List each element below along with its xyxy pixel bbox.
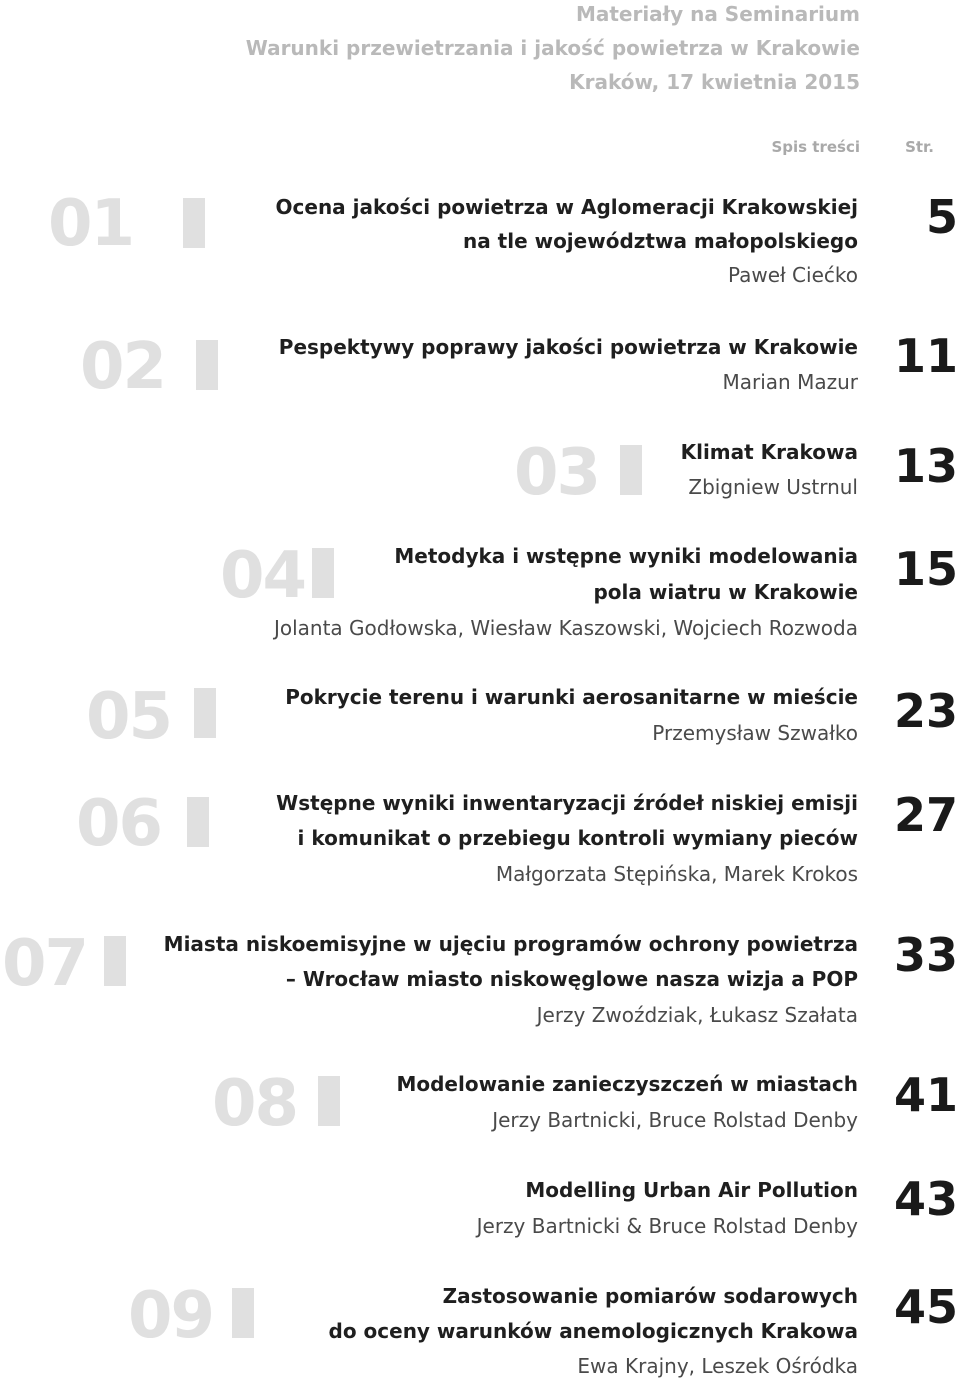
entry-title: do oceny warunków anemologicznych Krakowa	[328, 1319, 858, 1343]
entry-number: 08	[212, 1067, 298, 1141]
entry-authors: Jerzy Bartnicki, Bruce Rolstad Denby	[492, 1108, 858, 1132]
entry-page: 13	[893, 439, 958, 493]
entry-number: 02	[80, 330, 166, 404]
entry-authors: Zbigniew Ustrnul	[688, 475, 858, 499]
entry-bar	[232, 1288, 254, 1338]
entry-title: Miasta niskoemisyjne w ujęciu programów ochrony powietrza	[163, 932, 858, 956]
entry-page: 45	[893, 1280, 958, 1334]
entry-bar	[318, 1076, 340, 1126]
entry-bar	[194, 688, 216, 738]
entry-page: 23	[893, 684, 958, 738]
entry-bar	[187, 797, 209, 847]
entry-number: 04	[220, 539, 306, 613]
entry-bar	[620, 445, 642, 495]
entry-authors: Małgorzata Stępińska, Marek Krokos	[495, 862, 858, 886]
entry-authors: Jerzy Bartnicki & Bruce Rolstad Denby	[476, 1214, 858, 1238]
entry-number: 05	[86, 680, 172, 754]
entry-title: Modelowanie zanieczyszczeń w miastach	[396, 1072, 858, 1096]
toc-label: Spis treści	[771, 138, 860, 156]
entry-title: na tle województwa małopolskiego	[462, 229, 858, 253]
entry-title: Modelling Urban Air Pollution	[525, 1178, 858, 1202]
entry-bar	[196, 340, 218, 390]
entry-page: 33	[893, 928, 958, 982]
entry-page: 15	[893, 542, 958, 596]
entry-title: Klimat Krakowa	[680, 440, 858, 464]
entry-authors: Ewa Krajny, Leszek Ośródka	[577, 1354, 858, 1378]
seminar-subtitle: Warunki przewietrzania i jakość powietrza w Krakowie	[245, 36, 860, 60]
entry-title: Pespektywy poprawy jakości powietrza w Krakowie	[278, 335, 858, 359]
entry-number: 03	[514, 436, 600, 510]
seminar-date: Kraków, 17 kwietnia 2015	[569, 70, 860, 94]
page-column-label: Str.	[905, 138, 934, 156]
entry-bar	[312, 548, 334, 598]
entry-title: – Wrocław miasto niskowęglowe nasza wizja a POP	[285, 967, 858, 991]
entry-title: Wstępne wyniki inwentaryzacji źródeł niskiej emisji	[276, 791, 858, 815]
entry-bar	[104, 936, 126, 986]
entry-title: pola wiatru w Krakowie	[593, 580, 858, 604]
entry-authors: Marian Mazur	[722, 370, 858, 394]
entry-page: 27	[893, 788, 958, 842]
entry-number: 01	[48, 187, 134, 261]
entry-title: i komunikat o przebiegu kontroli wymiany pieców	[297, 826, 858, 850]
entry-title: Zastosowanie pomiarów sodarowych	[442, 1284, 858, 1308]
entry-authors: Jolanta Godłowska, Wiesław Kaszowski, Wojciech Rozwoda	[273, 616, 858, 640]
seminar-title: Materiały na Seminarium	[575, 2, 860, 26]
entry-page: 43	[893, 1172, 958, 1226]
entry-title: Ocena jakości powietrza w Aglomeracji Krakowskiej	[275, 195, 858, 219]
entry-number: 09	[128, 1279, 214, 1353]
entry-page: 11	[893, 329, 958, 383]
entry-page: 41	[893, 1068, 958, 1122]
entry-page: 5	[925, 190, 958, 244]
entry-title: Metodyka i wstępne wyniki modelowania	[394, 544, 858, 568]
entry-title: Pokrycie terenu i warunki aerosanitarne w mieście	[285, 685, 858, 709]
entry-number: 06	[76, 787, 162, 861]
entry-number: 07	[2, 927, 88, 1001]
entry-bar	[183, 198, 205, 248]
entry-authors: Paweł Ciećko	[727, 263, 858, 287]
entry-authors: Przemysław Szwałko	[652, 721, 858, 745]
entry-authors: Jerzy Zwoździak, Łukasz Szałata	[536, 1003, 858, 1027]
